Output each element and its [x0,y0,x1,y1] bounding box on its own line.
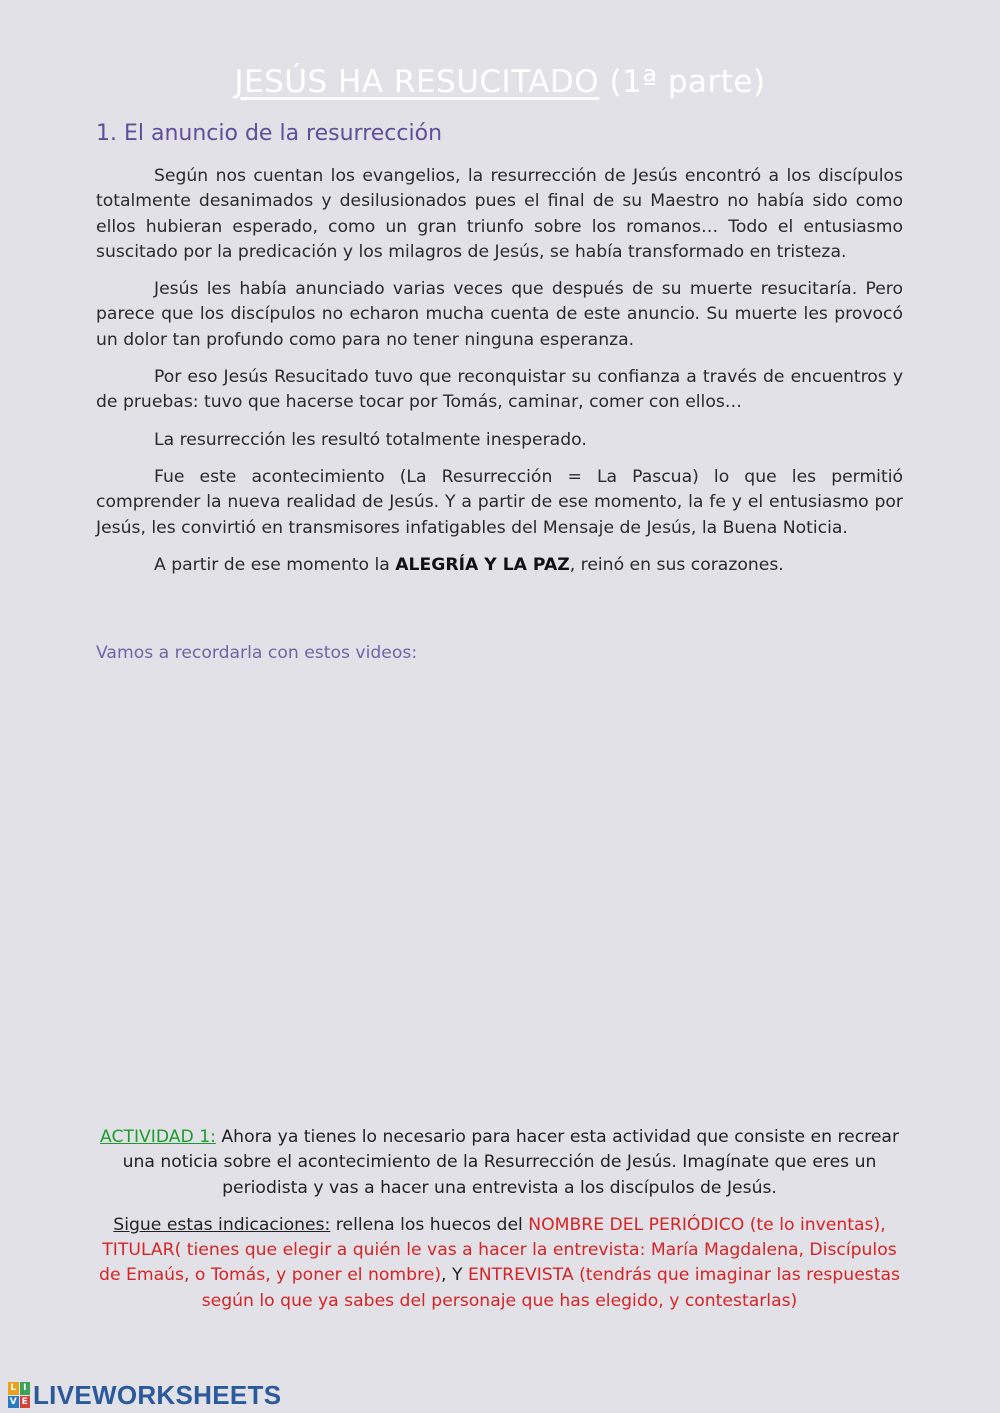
paragraph: Fue este acontecimiento (La Resurrección = La Pascua) lo que les permitió comprender la nueva realidad de Jesús. Y a partir de ese momento, la fe y el entusiasmo por Jesús, les convirtió en transmisores infatigables del Mensaje de Jesús, la Buena Noticia. [96,466,903,538]
paragraph: Según nos cuentan los evangelios, la resurrección de Jesús encontró a los discípulos totalmente desanimados y desilusionados pues el final de su Maestro no había sido como ellos hubieran esperado, como un gran triunfo sobre los romanos… Todo el entusiasmo suscitado por la predicación y los milagros de Jesús, se había transformado en tristeza. [96,166,903,262]
final-text-bold: ALEGRÍA Y LA PAZ [395,554,570,575]
activity-description [96,1125,903,1201]
instructions-separator: , [880,1214,886,1235]
instruction-headline: TITULAR( tienes que elegir a quién le vas a hacer la entrevista: María Magdalena, Discípulos de Emaús, o Tomás, y poner el nombre) [99,1240,897,1286]
final-text-before: A partir de ese momento la [154,554,396,575]
body-text [96,164,903,590]
page-title-suffix: (1ª parte) [599,64,766,100]
logo-badge-letter: E [20,1396,31,1409]
logo-badge-letter: L [8,1382,19,1395]
paragraph: Jesús les había anunciado varias veces que después de su muerte resucitaría. Pero parece que los discípulos no echaron mucha cuenta de este anuncio. Su muerte les provocó un dolor tan profundo como para no tener ninguna esperanza. [96,279,903,350]
logo-badge-letter: V [9,1396,17,1407]
logo-badge-icon [8,1382,30,1408]
instructions-label: Sigue estas indicaciones: [113,1214,331,1235]
section-heading: 1. El anuncio de la resurrección [96,121,443,146]
page-title [0,64,1000,100]
instructions-separator: , Y [441,1265,468,1286]
instruction-interview: ENTREVISTA (tendrás que imaginar las respuestas según lo que ya sabes del personaje que has elegido, y contestarlas) [201,1265,900,1311]
activity-instructions [96,1213,903,1314]
activity-label: ACTIVIDAD 1: [99,1127,216,1147]
liveworksheets-logo [8,1380,281,1410]
logo-text: LIVEWORKSHEETS [33,1379,282,1410]
activity-text: Ahora ya tienes lo necesario para hacer esta actividad que consiste en recrear una noticia sobre el acontecimiento de la Resurrección de Jesús. Imagínate que eres un periodista y vas a hacer una entrevista a los discípulos de Jesús. [122,1127,900,1198]
instructions-text: rellena los huecos del [330,1214,529,1235]
paragraph: La resurrección les resultó totalmente inesperado. [154,429,587,450]
videos-intro: Vamos a recordarla con estos videos: [96,643,418,663]
logo-badge-letter: I [20,1382,31,1395]
page-title-main: JESÚS HA RESUCITADO [234,64,600,100]
activity-section [96,1125,903,1326]
final-text-after: , reinó en sus corazones. [569,554,784,575]
paragraph-final [96,553,903,578]
instruction-newspaper-name: NOMBRE DEL PERIÓDICO (te lo inventas) [528,1214,881,1235]
paragraph: Por eso Jesús Resucitado tuvo que reconquistar su confianza a través de encuentros y de pruebas: tuvo que hacerse tocar por Tomás, caminar, comer con ellos… [96,367,903,413]
